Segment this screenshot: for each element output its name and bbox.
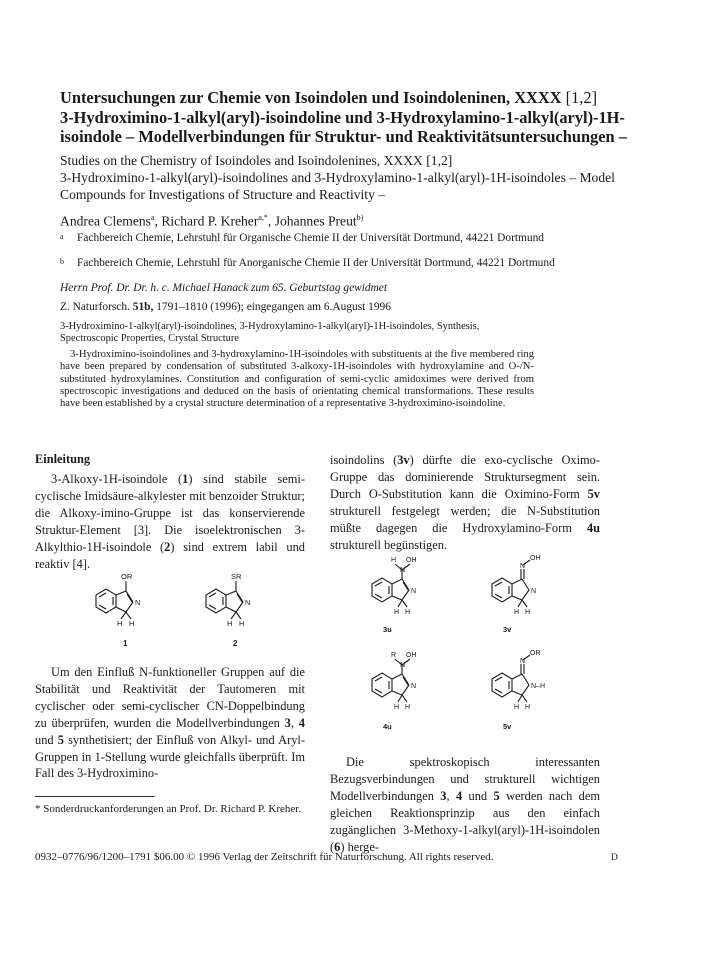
- s4u-label: 4u: [383, 722, 392, 731]
- s4u-r: R: [391, 652, 397, 659]
- section-heading: Einleitung: [35, 452, 91, 466]
- p4-text-a: Die spektroskopisch interessanten Bezugsverbindungen und strukturell wichtigen Modellverbindungen: [330, 755, 600, 803]
- compound-ref-5v: 5v: [587, 486, 600, 501]
- compound-ref-3b: 3: [440, 788, 447, 803]
- s4u-n1: N: [400, 662, 406, 669]
- affiliation-b-text: Fachbereich Chemie, Lehrstuhl für Anorganische Chemie II der Universität Dortmund, 44221 Dortmund: [77, 257, 555, 269]
- p4-text-i: ) herge-: [340, 839, 379, 854]
- author-1-mark: a: [150, 213, 155, 222]
- dedication: Herrn Prof. Dr. Dr. h. c. Michael Hanack zum 65. Geburtstag gewidmet: [60, 282, 388, 294]
- author-2: Richard P. Kreher: [161, 213, 259, 229]
- compound-ref-4: 4: [298, 715, 305, 730]
- s5v-n1: N: [520, 658, 526, 665]
- compound-ref-6: 6: [334, 839, 341, 854]
- affiliation-a-mark: a: [60, 232, 64, 241]
- s3v-label: 3v: [503, 625, 512, 634]
- p2-text-g: synthetisiert; der Einfluß von Alkyl- und Aryl-Gruppen in 1-Stellung wurde gleichfalls überprüft. Im Fall des 3-Hydroximino-: [35, 732, 305, 781]
- footnote-rule: [35, 796, 155, 797]
- affiliation-b: [60, 257, 560, 270]
- s5v-or: OR: [530, 650, 541, 657]
- s3u-label: 3u: [383, 625, 392, 634]
- article-title: [60, 88, 650, 147]
- s3v-h1: H: [514, 609, 520, 616]
- s1-n: N: [135, 598, 141, 607]
- p3-text-a: isoindolins (: [330, 453, 398, 467]
- s3u-n1: N: [400, 567, 406, 574]
- s2-sub: SR: [231, 572, 242, 581]
- author-1: Andrea Clemens: [60, 213, 151, 229]
- p1-text-a: 3-Alkoxy-1H-isoindole (: [51, 472, 183, 486]
- english-title-line-2: 3-Hydroximino-1-alkyl(aryl)-isoindolines and 3-Hydroxylamino-1-alkyl(aryl)-1H-isoindoles – Model Compounds for Investigations of Structure and Reactivity –: [60, 170, 615, 202]
- copyright-footer: 0932–0776/96/1200–1791 $06.00 © 1996 Verlag der Zeitschrift für Naturforschung. All rights reserved.: [35, 851, 494, 863]
- s3u-h: H: [391, 557, 397, 564]
- s1-sub: OR: [121, 572, 133, 581]
- s5v-label: 5v: [503, 722, 512, 731]
- s2-h1: H: [227, 619, 233, 628]
- citation-line: [60, 301, 391, 313]
- compound-ref-5b: 5: [493, 788, 500, 803]
- s2-n: N: [245, 598, 251, 607]
- p1-text-c: ) sind stabile semi-cyclische Imidsäure-alkylester mit benzoider Struktur; die Alkoxy-imino-Gruppe ist das konservierende Struktur-Element [3]. Die isoelektronischen 3-Alkylthio-1H-isoindole (: [35, 472, 305, 554]
- journal-name: Z. Naturforsch.: [60, 301, 130, 313]
- s2-label: 2: [233, 639, 238, 648]
- p1-text-e: ) sind extrem labil und reaktiv [4].: [35, 539, 305, 571]
- compound-ref-4b: 4: [455, 788, 463, 803]
- title-german-part-1: Untersuchungen zur Chemie von Isoindolen und Isoindoleninen, XXXX: [60, 88, 562, 107]
- s3u-h1: H: [394, 609, 400, 616]
- structures-3u-3v-4u-5v: [360, 552, 600, 742]
- title-reference: [1,2]: [565, 88, 598, 107]
- p4-text-c: ,: [446, 788, 456, 803]
- author-list: Andrea Clemens$^a$, Richard P. Kreher$^{a,*}$, Johannes Preut$^{b)}$: [60, 213, 364, 229]
- abstract: 3-Hydroximino-isoindolines and 3-hydroxylamino-1H-isoindoles with substituents at the five membered ring have been prepared by condensation of substituted 3-alkoxy-1H-isoindoles with hydroxylamine and O-/N-substituted hydroxylamines. Constitution and configuration of semi-cyclic amidoximes were derived from spectroscopic investigations and deduced on the basis of orientating chemical transformations. These results have been established by a crystal structure determination of a representative 3-hydroximino-isoindoline.: [60, 349, 534, 410]
- english-title: [60, 152, 650, 203]
- p2-text-a: Um den Einfluß N-funktioneller Gruppen auf die Stabilität und Reaktivität der Tautomeren mit cyclischer oder semi-cyclischer CN-Doppelbindung zu überprüfen, wurden die Modellverbindungen: [35, 665, 305, 730]
- author-3: Johannes Preut: [274, 213, 357, 229]
- s4u-oh: OH: [406, 652, 417, 659]
- compound-ref-4u: 4u: [586, 520, 600, 535]
- affiliation-a: [60, 232, 560, 245]
- s3v-oh: OH: [530, 555, 541, 562]
- title-german-part-2: 3-Hydroximino-1-alkyl(aryl)-isoindoline und 3-Hydroxylamino-1-alkyl(aryl)-1H-isoindole – Modellverbindungen für Struktur- und Reaktivitätsuntersuchungen –: [60, 107, 627, 146]
- s1-label: 1: [123, 639, 128, 648]
- author-2-mark: a,*: [258, 213, 268, 222]
- s3u-n2: N: [411, 588, 417, 595]
- compound-ref-2: 2: [164, 539, 171, 554]
- p2-text-e: und: [35, 732, 58, 747]
- structures-1-2: [75, 572, 295, 652]
- keywords: 3-Hydroximino-1-alkyl(aryl)-isoindolines, 3-Hydroxylamino-1-alkyl(aryl)-1H-isoindoles, Synthesis, Spectroscopic Properties, Crystal Structure: [60, 321, 480, 345]
- affiliation-b-mark: b: [60, 257, 64, 266]
- pages-received: 1791–1810 (1996); eingegangen am 6.August 1996: [156, 301, 391, 313]
- paragraph-1: [35, 471, 305, 572]
- s3u-h2: H: [405, 609, 411, 616]
- compound-ref-3v: 3v: [397, 453, 410, 467]
- s5v-n2: N–H: [531, 683, 546, 690]
- s3v-n2: N: [531, 588, 537, 595]
- compound-ref-3: 3: [284, 715, 291, 730]
- compound-ref-5: 5: [57, 732, 64, 747]
- s4u-h2: H: [405, 704, 411, 711]
- compound-ref-1: 1: [182, 472, 189, 486]
- structure-1-drawing: [96, 581, 133, 619]
- p4-text-e: und: [462, 788, 494, 803]
- s4u-h1: H: [394, 704, 400, 711]
- p4-text-g: werden nach dem gleichen Reaktionsprinzip aus den einfach zugänglichen 3-Methoxy-1-alkyl(aryl)-1H-isoindolen (: [330, 788, 600, 854]
- volume: 51b,: [132, 301, 154, 313]
- footnote: * Sonderdruckanforderungen an Prof. Dr. Richard P. Kreher.: [35, 803, 302, 815]
- paragraph-4: [330, 754, 600, 855]
- s3v-h2: H: [525, 609, 531, 616]
- structure-2-drawing: [206, 581, 243, 619]
- footer-mark: D: [611, 853, 618, 863]
- english-title-line-1: Studies on the Chemistry of Isoindoles and Isoindolenines, XXXX [1,2]: [60, 153, 453, 168]
- author-3-mark: b): [356, 213, 364, 222]
- s3u-oh: OH: [406, 557, 417, 564]
- p2-text-c: ,: [290, 715, 299, 730]
- s1-h2: H: [129, 619, 135, 628]
- p3-text-c: ) dürfte die exo-cyclische Oximo-Gruppe das dominierende Struktursegment sein. Durch O-Substitution kann die Oximino-Form: [330, 453, 600, 501]
- paragraph-3: [330, 452, 600, 553]
- s2-h2: H: [239, 619, 245, 628]
- s1-h1: H: [117, 619, 123, 628]
- s3v-n1: N: [520, 563, 526, 570]
- paragraph-2: [35, 664, 305, 782]
- s4u-n2: N: [411, 683, 417, 690]
- s5v-h2: H: [525, 704, 531, 711]
- p3-text-e: strukturell festgelegt werden; die N-Substitution müßte dagegen die Hydroxylamino-Form: [330, 503, 600, 535]
- affiliation-a-text: Fachbereich Chemie, Lehrstuhl für Organische Chemie II der Universität Dortmund, 44221 Dortmund: [77, 232, 545, 244]
- p3-text-g: strukturell begünstigen.: [330, 537, 448, 552]
- s5v-h1: H: [514, 704, 520, 711]
